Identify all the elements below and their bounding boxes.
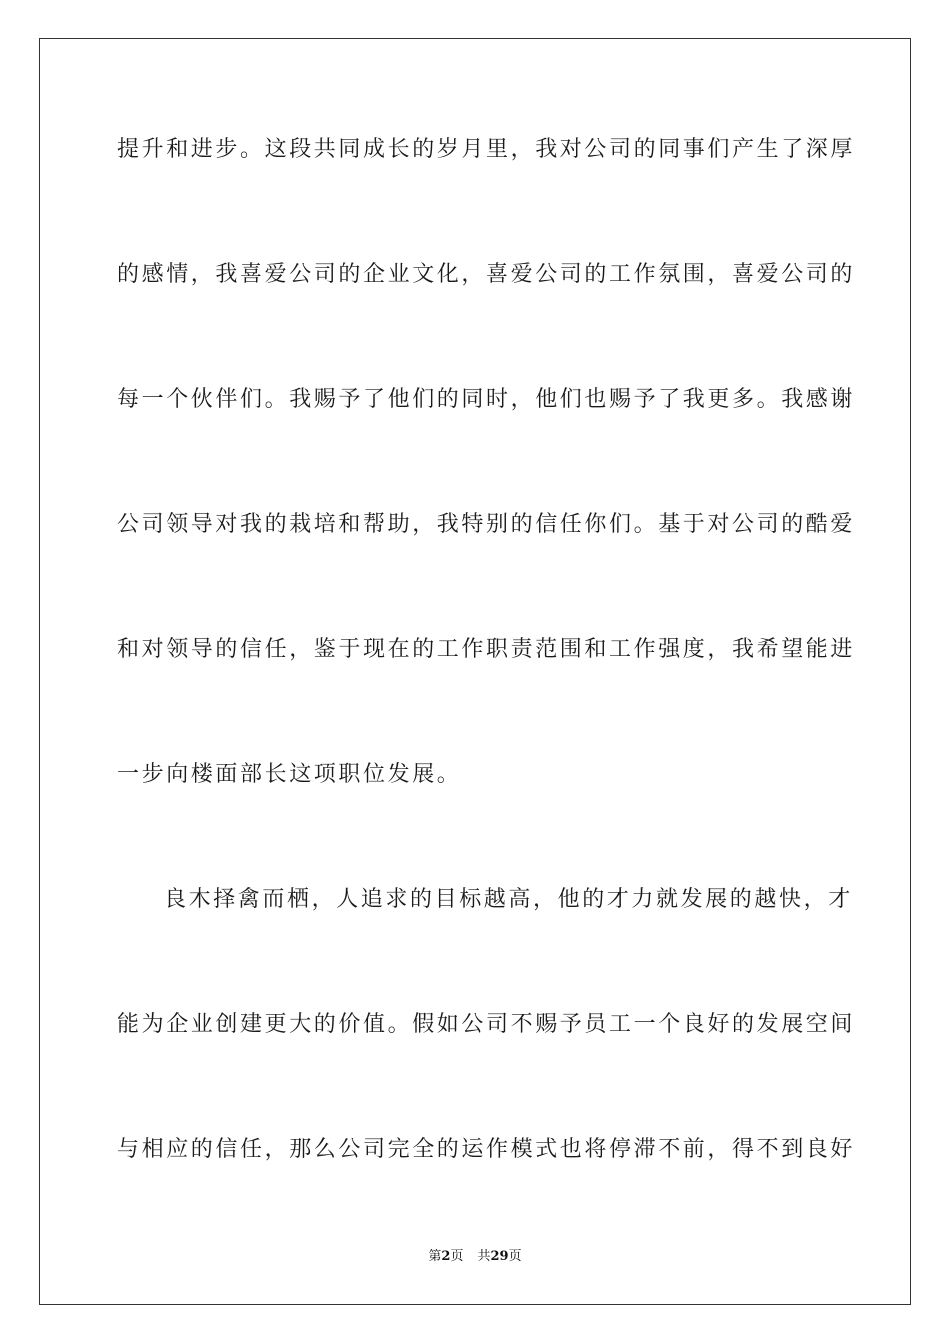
body-text-line: 一步向楼面部长这项职位发展。	[117, 762, 462, 787]
body-text-line: 提升和进步。这段共同成长的岁月里，我对公司的同事们产生了深厚	[117, 137, 856, 162]
paragraph-first-line: 良木择禽而栖，人追求的目标越高，他的才力就发展的越快，才	[164, 887, 853, 912]
page-suffix: 页	[450, 1249, 464, 1264]
page-footer	[0, 1248, 950, 1266]
body-text-line: 能为企业创建更大的价值。假如公司不赐予员工一个良好的发展空间	[117, 1012, 856, 1037]
total-pages: 29	[490, 1249, 509, 1264]
body-text-line: 每一个伙伴们。我赐予了他们的同时，他们也赐予了我更多。我感谢	[117, 387, 856, 412]
body-text-line: 的感情，我喜爱公司的企业文化，喜爱公司的工作氛围，喜爱公司的	[117, 262, 856, 287]
body-text-line: 和对领导的信任，鉴于现在的工作职责范围和工作强度，我希望能进	[117, 637, 856, 662]
total-prefix: 共	[477, 1249, 491, 1264]
total-suffix: 页	[508, 1249, 522, 1264]
body-text-line: 公司领导对我的栽培和帮助，我特别的信任你们。基于对公司的酷爱	[117, 512, 856, 537]
page-border	[39, 38, 911, 1305]
body-text-line: 与相应的信任，那么公司完全的运作模式也将停滞不前，得不到良好	[117, 1137, 856, 1162]
page-number: 2	[441, 1249, 451, 1264]
page-prefix: 第	[428, 1249, 442, 1264]
